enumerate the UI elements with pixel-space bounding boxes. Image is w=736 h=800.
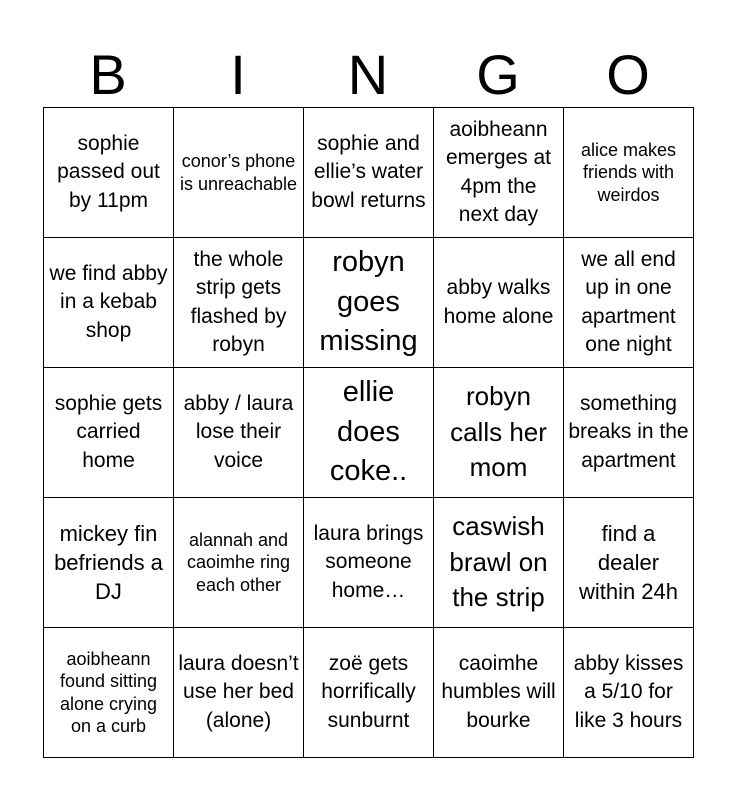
- bingo-row: [44, 628, 694, 758]
- bingo-cell[interactable]: caswish brawl on the strip: [434, 498, 564, 628]
- bingo-cell[interactable]: alice makes friends with weirdos: [564, 108, 694, 238]
- bingo-cell[interactable]: abby walks home alone: [434, 238, 564, 368]
- bingo-cell[interactable]: the whole strip gets flashed by robyn: [174, 238, 304, 368]
- bingo-cell[interactable]: sophie gets carried home: [44, 368, 174, 498]
- bingo-header: [43, 44, 693, 106]
- bingo-cell[interactable]: abby / laura lose their voice: [174, 368, 304, 498]
- bingo-cell[interactable]: something breaks in the apartment: [564, 368, 694, 498]
- bingo-cell[interactable]: robyn goes missing: [304, 238, 434, 368]
- bingo-cell[interactable]: we find abby in a kebab shop: [44, 238, 174, 368]
- bingo-grid: [43, 107, 694, 758]
- bingo-row: [44, 108, 694, 238]
- header-letter-n: N: [347, 43, 389, 106]
- bingo-cell[interactable]: caoimhe humbles will bourke: [434, 628, 564, 758]
- bingo-row: [44, 498, 694, 628]
- header-letter-o: O: [606, 43, 650, 106]
- bingo-cell[interactable]: robyn calls her mom: [434, 368, 564, 498]
- bingo-cell[interactable]: laura brings someone home…: [304, 498, 434, 628]
- bingo-cell[interactable]: mickey fin befriends a DJ: [44, 498, 174, 628]
- bingo-cell[interactable]: aoibheann found sitting alone crying on a curb: [44, 628, 174, 758]
- bingo-cell[interactable]: sophie and ellie’s water bowl returns: [304, 108, 434, 238]
- bingo-cell[interactable]: aoibheann emerges at 4pm the next day: [434, 108, 564, 238]
- bingo-cell[interactable]: zoë gets horrifically sunburnt: [304, 628, 434, 758]
- bingo-cell[interactable]: laura doesn’t use her bed (alone): [174, 628, 304, 758]
- bingo-cell[interactable]: ellie does coke..: [304, 368, 434, 498]
- header-letter-b: B: [89, 43, 127, 106]
- bingo-cell[interactable]: alannah and caoimhe ring each other: [174, 498, 304, 628]
- bingo-row: [44, 238, 694, 368]
- header-letter-i: I: [230, 43, 246, 106]
- bingo-cell[interactable]: abby kisses a 5/10 for like 3 hours: [564, 628, 694, 758]
- bingo-cell[interactable]: we all end up in one apartment one night: [564, 238, 694, 368]
- bingo-cell[interactable]: find a dealer within 24h: [564, 498, 694, 628]
- bingo-row: [44, 368, 694, 498]
- header-letter-g: G: [476, 43, 520, 106]
- bingo-cell[interactable]: conor’s phone is unreachable: [174, 108, 304, 238]
- bingo-cell[interactable]: sophie passed out by 11pm: [44, 108, 174, 238]
